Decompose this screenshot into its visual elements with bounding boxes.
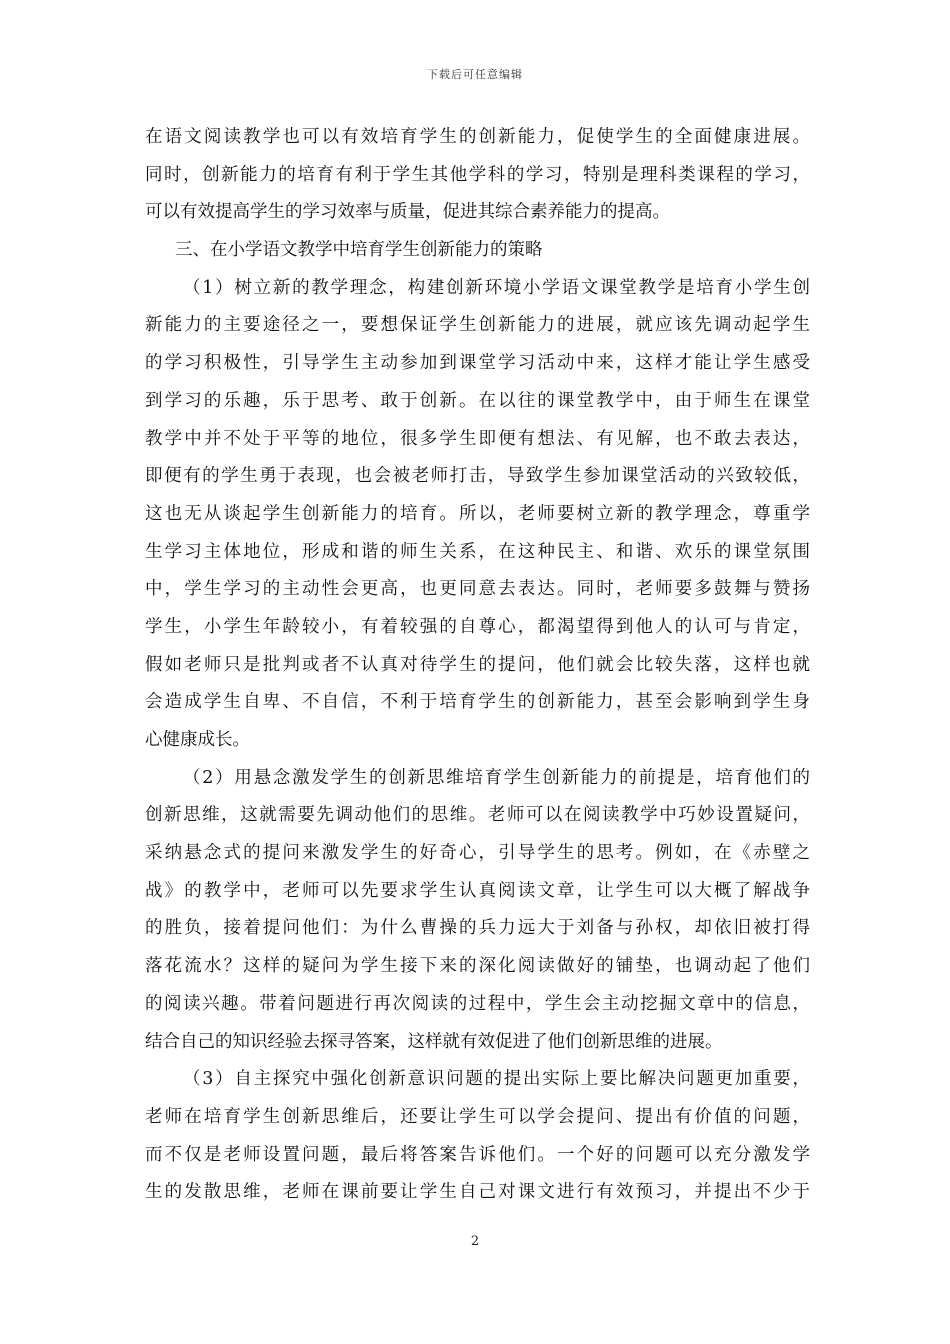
text-line: 可以有效提高学生的学习效率与质量，促进其综合素养能力的提高。 [145,202,670,223]
text-line: 三、在小学语文教学中培育学生创新能力的策略 [175,240,543,261]
text-line: 老师在培育学生创新思维后，还要让学生可以学会提问、提出有价值的问题， [145,1106,810,1127]
text-line: （3）自主探究中强化创新意识问题的提出实际上要比解决问题更加重要， [183,1069,810,1090]
text-line: 的胜负，接着提问他们：为什么曹操的兵力远大于刘备与孙权，却依旧被打得 [145,918,810,939]
text-line: 同时，创新能力的培育有利于学生其他学科的学习，特别是理科类课程的学习， [145,164,810,185]
text-line: 中，学生学习的主动性会更高，也更同意去表达。同时，老师要多鼓舞与赞扬 [145,579,810,600]
text-line: 采纳悬念式的提问来激发学生的好奇心，引导学生的思考。例如，在《赤壁之 [145,843,810,864]
text-line: 假如老师只是批判或者不认真对待学生的提问，他们就会比较失落，这样也就 [145,654,810,675]
text-line: 结合自己的知识经验去探寻答案，这样就有效促进了他们创新思维的进展。 [145,1031,723,1052]
text-line: 会造成学生自卑、不自信，不利于培育学生的创新能力，甚至会影响到学生身 [145,692,810,713]
text-line: （2）用悬念激发学生的创新思维培育学生创新能力的前提是，培育他们的 [183,767,810,788]
text-line: 这也无从谈起学生创新能力的培育。所以，老师要树立新的教学理念，尊重学 [145,503,810,524]
text-line: 生的发散思维，老师在课前要让学生自己对课文进行有效预习，并提出不少于 [145,1182,810,1203]
text-line: 创新思维，这就需要先调动他们的思维。老师可以在阅读教学中巧妙设置疑问， [145,805,810,826]
text-line: 即便有的学生勇于表现，也会被老师打击，导致学生参加课堂活动的兴致较低， [145,466,810,487]
text-line: 在语文阅读教学也可以有效培育学生的创新能力，促使学生的全面健康进展。 [145,127,810,147]
text-line: 学生，小学生年龄较小，有着较强的自尊心，都渴望得到他人的认可与肯定， [145,616,810,637]
text-line: 新能力的主要途径之一，要想保证学生创新能力的进展，就应该先调动起学生 [145,315,810,336]
page-number: 2 [470,1234,480,1249]
text-line: 教学中并不处于平等的地位，很多学生即便有想法、有见解，也不敢去表达， [145,428,810,449]
text-line: 的学习积极性，引导学生主动参加到课堂学习活动中来，这样才能让学生感受 [145,353,810,374]
text-line: （1）树立新的教学理念，构建创新环境小学语文课堂教学是培育小学生创 [183,277,810,298]
page-header: 下载后可任意编辑 [427,68,523,81]
text-line: 而不仅是老师设置问题，最后将答案告诉他们。一个好的问题可以充分激发学 [145,1144,810,1165]
text-line: 落花流水？这样的疑问为学生接下来的深化阅读做好的铺垫，也调动起了他们 [145,956,810,977]
text-line: 的阅读兴趣。带着问题进行再次阅读的过程中，学生会主动挖掘文章中的信息， [145,993,810,1014]
text-line: 到学习的乐趣，乐于思考、敢于创新。在以往的课堂教学中，由于师生在课堂 [145,390,810,411]
body-text [145,119,810,1212]
text-line: 生学习主体地位，形成和谐的师生关系，在这种民主、和谐、欢乐的课堂氛围 [145,541,810,562]
text-line: 心健康成长。 [145,730,250,750]
text-line: 战》的教学中，老师可以先要求学生认真阅读文章，让学生可以大概了解战争 [145,880,810,901]
